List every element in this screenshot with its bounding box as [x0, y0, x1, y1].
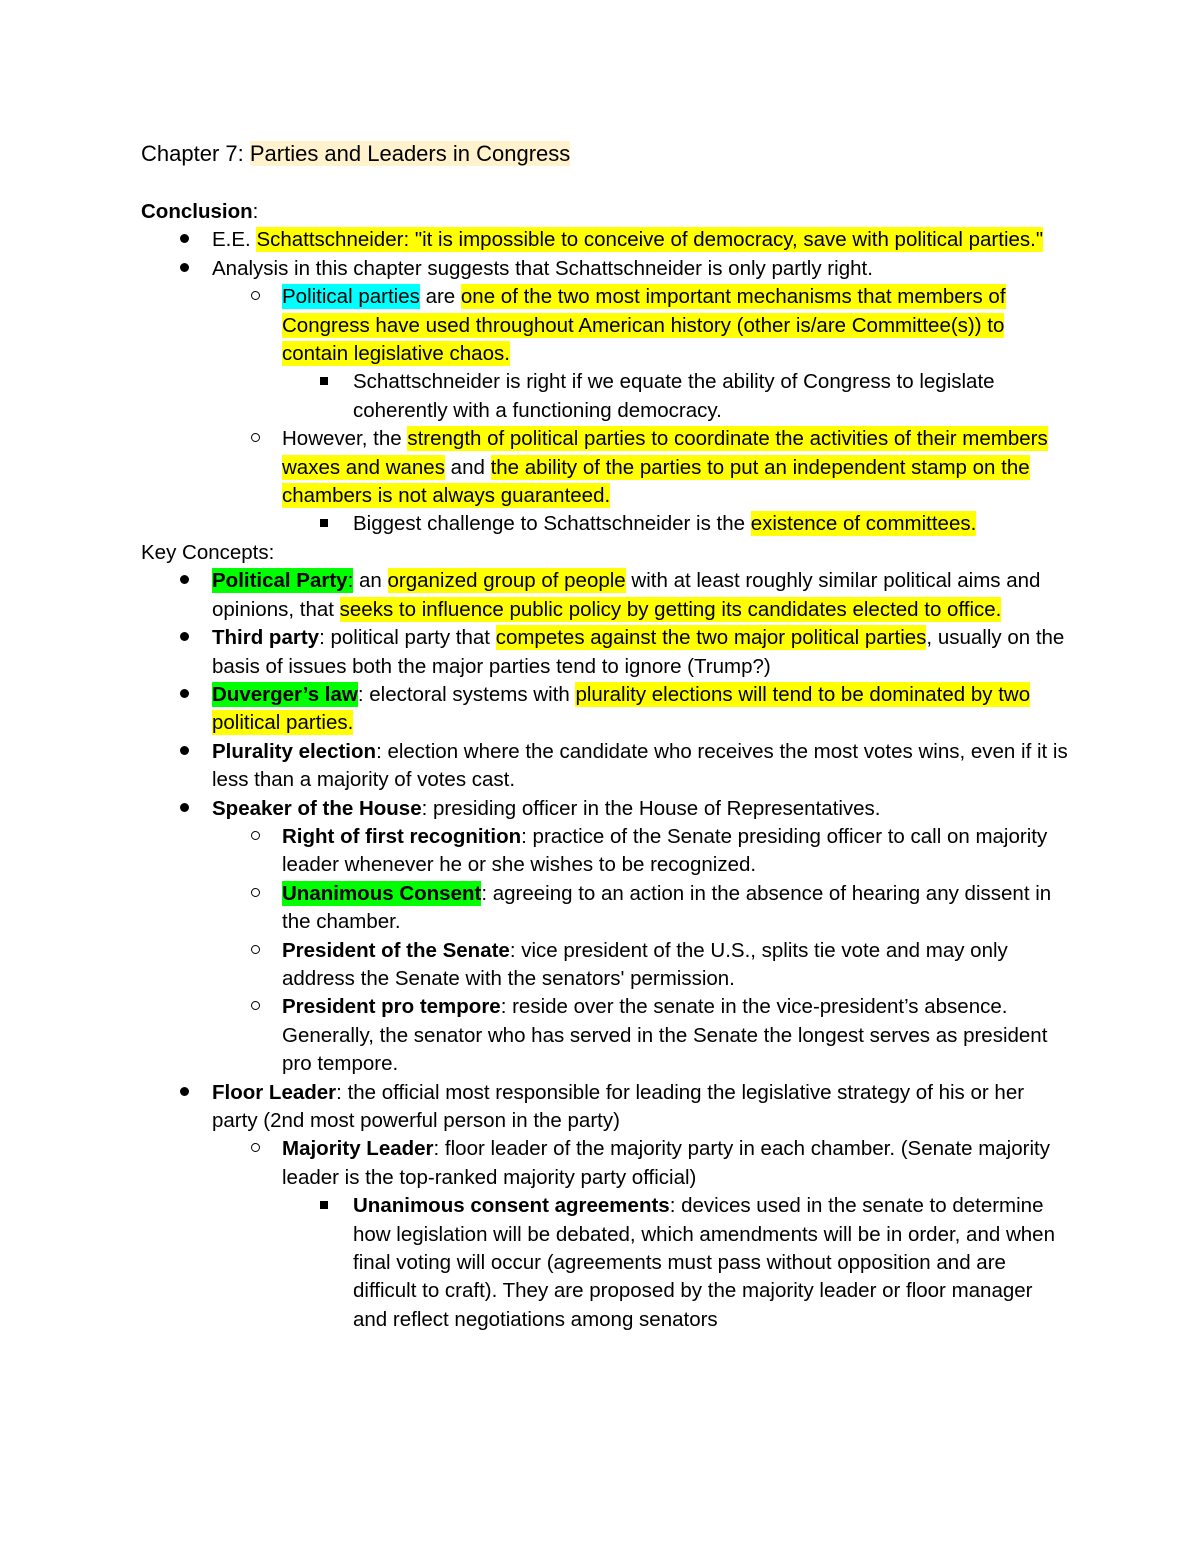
term-text: Unanimous Consent: [282, 881, 482, 905]
list-item: [141, 567, 1071, 624]
text-run: : reside over the senate in the vice-president’s absence. Generally, the senator who has served in the Senate the longest serves as president pro tempore.: [282, 995, 1048, 1076]
bullet-square-icon: [309, 1192, 339, 1220]
text-run: Biggest challenge to Schattschneider is the: [353, 512, 751, 536]
text-run: Schattschneider is right if we equate the ability of Congress to legislate coherently with a functioning democracy.: [353, 370, 995, 422]
list-item: [141, 255, 1071, 283]
notes-list: [141, 198, 1071, 1334]
bullet-disc-icon: [169, 681, 199, 709]
bullet-circle-icon: [240, 880, 270, 908]
list-item: [141, 368, 1071, 425]
list-item: [141, 1192, 1071, 1334]
text-run: Key Concepts:: [141, 540, 275, 564]
highlighted-text: Political parties: [282, 285, 420, 309]
list-item: [141, 1079, 1071, 1136]
highlighted-text: Schattschneider: "it is impossible to conceive of democracy, save with political parties.": [256, 228, 1044, 252]
bullet-disc-icon: [169, 624, 199, 652]
bullet-disc-icon: [169, 795, 199, 823]
list-item: [141, 880, 1071, 937]
list-item: [141, 993, 1071, 1078]
term-text: Conclusion: [141, 200, 253, 223]
term-text: President of the Senate: [282, 938, 510, 962]
term-text: Duverger’s law: [212, 682, 358, 706]
highlighted-text: existence of committees.: [750, 512, 977, 536]
text-run: E.E.: [212, 228, 257, 252]
text-run: : floor leader of the majority party in each chamber. (Senate majority leader is the top-ranked majority party official): [282, 1137, 1050, 1189]
highlighted-text: strength of political parties to coordinate the activities of their members waxes and wanes: [282, 427, 1048, 479]
bullet-square-icon: [309, 368, 339, 396]
text-run: : practice of the Senate presiding officer to call on majority leader whenever he or she wishes to be recognized.: [282, 824, 1048, 877]
page-title: [141, 138, 1071, 170]
text-run: with at least roughly similar political aims and opinions, that: [212, 569, 1041, 621]
list-item: [141, 510, 1071, 538]
highlighted-text: one of the two most important mechanisms that members of Congress have used throughout American history (other is/are Committee(s)) to contain legislative chaos.: [282, 285, 1006, 366]
list-item: [141, 283, 1071, 368]
highlighted-text: :: [347, 569, 354, 593]
term-text: Plurality election: [212, 739, 377, 763]
bullet-circle-icon: [240, 425, 270, 453]
text-run: However, the: [282, 427, 408, 451]
document-page: [141, 138, 1071, 1334]
title-prefix: Chapter 7:: [141, 141, 250, 166]
text-run: : devices used in the senate to determine how legislation will be debated, which amendments will be in order, and when final voting will occur (agreements must pass without opposition and are difficult to craft). They are proposed by the majority leader or floor manager and reflect negotiations among senators: [353, 1194, 1055, 1331]
text-run: are: [419, 285, 461, 309]
text-run: : election where the candidate who receives the most votes wins, even if it is less than a majority of votes cast.: [212, 739, 1068, 792]
highlighted-text: the ability of the parties to put an independent stamp on the chambers is not always guaranteed.: [282, 455, 1030, 508]
text-run: , usually on the basis of issues both the major parties tend to ignore (Trump?): [212, 626, 1065, 678]
term-text: Political Party: [212, 569, 348, 593]
term-text: Majority Leader: [282, 1137, 434, 1161]
text-run: Analysis in this chapter suggests that Schattschneider is only partly right.: [212, 256, 873, 280]
bullet-circle-icon: [240, 283, 270, 311]
term-text: Unanimous consent agreements: [353, 1194, 670, 1218]
text-run: : electoral systems with: [357, 682, 576, 706]
section-heading: [141, 198, 1071, 226]
bullet-circle-icon: [240, 937, 270, 965]
list-item: [141, 937, 1071, 994]
list-item: [141, 681, 1071, 738]
bullet-circle-icon: [240, 823, 270, 851]
highlighted-text: seeks to influence public policy by getting its candidates elected to office.: [339, 597, 1002, 621]
title-highlight: Parties and Leaders in Congress: [249, 141, 571, 166]
highlighted-text: plurality elections will tend to be dominated by two political parties.: [212, 682, 1031, 735]
list-item: [141, 624, 1071, 681]
list-item: [141, 226, 1071, 254]
term-text: Floor Leader: [212, 1080, 337, 1104]
bullet-disc-icon: [169, 1079, 199, 1107]
term-text: Right of first recognition: [282, 824, 522, 848]
bullet-disc-icon: [169, 255, 199, 283]
list-item: [141, 425, 1071, 510]
bullet-disc-icon: [169, 567, 199, 595]
bullet-disc-icon: [169, 738, 199, 766]
section-heading: [141, 539, 1071, 567]
text-run: : vice president of the U.S., splits tie vote and may only address the Senate with the senators' permission.: [282, 938, 1008, 990]
highlighted-text: organized group of people: [387, 569, 626, 593]
term-text: Third party: [212, 626, 320, 650]
text-run: : presiding officer in the House of Representatives.: [421, 796, 881, 820]
text-run: : the official most responsible for leading the legislative strategy of his or her party (2nd most powerful person in the party): [212, 1080, 1025, 1132]
bullet-circle-icon: [240, 993, 270, 1021]
list-item: [141, 738, 1071, 795]
bullet-disc-icon: [169, 226, 199, 254]
text-run: :: [252, 200, 259, 223]
text-run: : agreeing to an action in the absence of hearing any dissent in the chamber.: [282, 881, 1052, 934]
bullet-circle-icon: [240, 1135, 270, 1163]
text-run: : political party that: [319, 626, 496, 650]
list-item: [141, 795, 1071, 823]
text-run: an: [353, 569, 388, 593]
term-text: Speaker of the House: [212, 796, 422, 820]
list-item: [141, 823, 1071, 880]
term-text: President pro tempore: [282, 995, 501, 1019]
bullet-square-icon: [309, 510, 339, 538]
text-run: and: [444, 455, 491, 479]
list-item: [141, 1135, 1071, 1192]
highlighted-text: competes against the two major political parties: [495, 626, 927, 650]
